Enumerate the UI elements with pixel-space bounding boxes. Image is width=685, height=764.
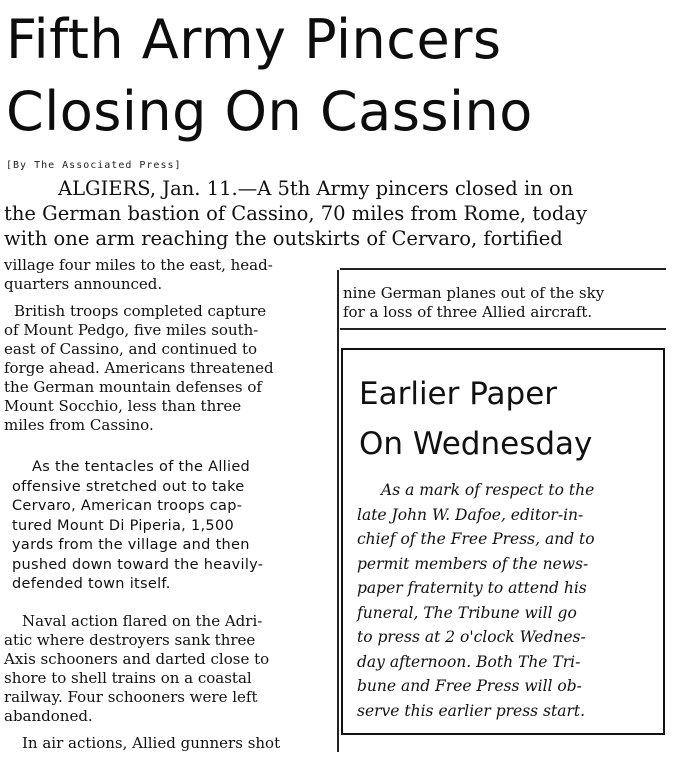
text-line: paper fraternity to attend his — [357, 579, 587, 597]
text-line: east of Cassino, and continued to — [4, 340, 258, 358]
text-line: to press at 2 o'clock Wednes- — [357, 628, 586, 646]
text-line: Naval action flared on the Adri- — [22, 612, 263, 630]
text-line: the German mountain defenses of — [4, 378, 262, 396]
section-rule-top — [340, 268, 666, 270]
notice-box — [341, 348, 665, 735]
article-continuation — [343, 284, 669, 322]
text-line: pushed down toward the heavily- — [12, 556, 264, 573]
text-line: tured Mount Di Piperia, 1,500 — [12, 517, 234, 534]
text-line: Mount Socchio, less than three — [4, 397, 242, 415]
text-line: of Mount Pedgo, five miles south- — [4, 321, 259, 339]
text-line: railway. Four schooners were left — [4, 688, 258, 706]
text-line: forge ahead. Americans threatened — [4, 359, 274, 377]
text-line: shore to shell trains on a coastal — [4, 669, 252, 687]
text-line: funeral, The Tribune will go — [357, 603, 577, 622]
text-line: defended town itself. — [12, 576, 171, 592]
article-paragraph-4 — [4, 612, 334, 726]
text-line: In air actions, Allied gunners shot — [22, 734, 281, 752]
text-line: yards from the village and then — [12, 537, 250, 553]
text-line: nine German planes out of the sky — [343, 284, 605, 302]
text-line: British troops completed capture — [14, 302, 267, 320]
text-line: abandoned. — [4, 707, 93, 725]
article-paragraph-5 — [4, 734, 334, 753]
text-line: atic where destroyers sank three — [4, 631, 256, 649]
notice-title-line-1: Earlier Paper — [359, 376, 558, 412]
text-line: miles from Cassino. — [4, 416, 154, 434]
text-line: Axis schooners and darted close to — [4, 650, 270, 668]
column-divider — [337, 270, 339, 752]
text-line: bune and Free Press will ob- — [357, 677, 582, 695]
notice-title-line-2: On Wednesday — [359, 426, 593, 462]
text-line: As the tentacles of the Allied — [32, 459, 251, 475]
text-line: late John W. Dafoe, editor-in- — [357, 505, 584, 524]
text-line: Cervaro, American troops cap- — [12, 498, 243, 514]
text-line: quarters announced. — [4, 275, 163, 293]
article-paragraph-1 — [4, 256, 334, 294]
text-line: serve this earlier press start. — [357, 701, 586, 720]
text-line: offensive stretched out to take — [12, 478, 245, 495]
press-credit: [By The Associated Press] — [6, 160, 182, 171]
article-paragraph-3 — [12, 458, 332, 595]
text-line: As a mark of respect to the — [381, 481, 595, 499]
lead-line: the German bastion of Cassino, 70 miles from Rome, today — [4, 202, 588, 225]
lead-line: with one arm reaching the outskirts of Cervaro, fortified — [4, 227, 563, 250]
article-paragraph-2 — [4, 302, 334, 435]
lead-paragraph — [4, 176, 670, 251]
text-line: chief of the Free Press, and to — [357, 530, 595, 548]
notice-body — [357, 478, 657, 723]
text-line: village four miles to the east, head- — [4, 256, 273, 274]
section-rule-right — [340, 328, 666, 330]
text-line: day afternoon. Both The Tri- — [357, 652, 581, 671]
text-line: permit members of the news- — [357, 554, 589, 573]
lead-line: ALGIERS, Jan. 11.—A 5th Army pincers closed in on — [58, 177, 574, 200]
headline-line-1: Fifth Army Pincers — [6, 8, 502, 71]
text-line: for a loss of three Allied aircraft. — [343, 303, 593, 321]
headline-line-2: Closing On Cassino — [6, 80, 533, 143]
